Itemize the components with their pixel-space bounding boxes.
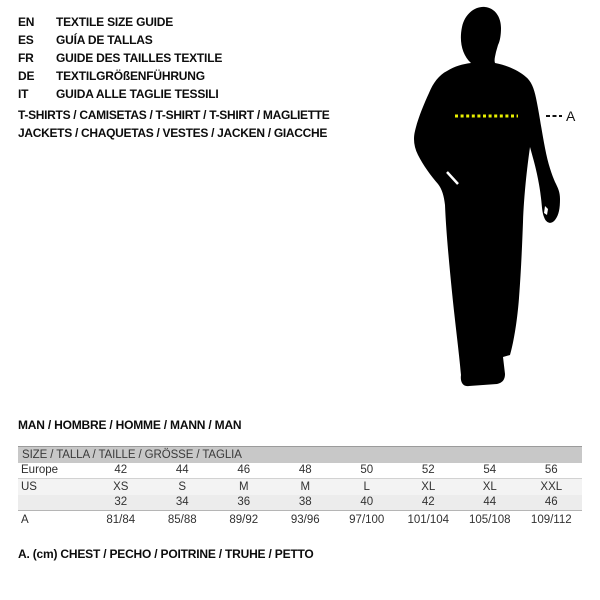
table-cell: 42 <box>398 495 460 511</box>
table-cell: 54 <box>459 463 521 479</box>
table-cell: 32 <box>90 495 152 511</box>
table-cell: XL <box>398 479 460 495</box>
table-cell: 48 <box>275 463 337 479</box>
measurement-footnote: A. (cm) CHEST / PECHO / POITRINE / TRUHE / PETTO <box>18 547 314 561</box>
table-row-chest-measure <box>18 511 582 529</box>
table-cell: 52 <box>398 463 460 479</box>
language-code: ES <box>18 33 34 47</box>
table-cell: 56 <box>521 463 583 479</box>
table-cell: XS <box>90 479 152 495</box>
language-code: DE <box>18 69 35 83</box>
language-code: EN <box>18 15 35 29</box>
language-label: GUIDA ALLE TAGLIE TESSILI <box>56 87 219 101</box>
table-cell: 50 <box>336 463 398 479</box>
language-label: TEXTILGRÖßENFÜHRUNG <box>56 69 205 83</box>
language-row-it <box>18 85 222 103</box>
language-code: FR <box>18 51 34 65</box>
size-table-container <box>18 446 582 529</box>
language-list <box>18 13 222 103</box>
table-cell: 44 <box>152 463 214 479</box>
row-label: A <box>18 511 90 529</box>
table-cell: 81/84 <box>90 511 152 529</box>
table-cell: 40 <box>336 495 398 511</box>
category-line-jackets: JACKETS / CHAQUETAS / VESTES / JACKEN / GIACCHE <box>18 126 328 140</box>
table-cell: 36 <box>213 495 275 511</box>
category-list <box>18 106 330 142</box>
table-cell: XXL <box>521 479 583 495</box>
table-cell: 44 <box>459 495 521 511</box>
table-cell: XL <box>459 479 521 495</box>
section-heading-man: MAN / HOMBRE / HOMME / MANN / MAN <box>18 418 242 432</box>
table-row-europe <box>18 463 582 479</box>
table-cell: 109/112 <box>521 511 583 529</box>
table-row-us-letters <box>18 479 582 495</box>
language-code: IT <box>18 87 29 101</box>
table-cell: 101/104 <box>398 511 460 529</box>
row-label: Europe <box>18 463 90 479</box>
language-label: TEXTILE SIZE GUIDE <box>56 15 174 29</box>
table-cell: 105/108 <box>459 511 521 529</box>
size-table-header-row <box>18 447 582 463</box>
table-cell: 46 <box>521 495 583 511</box>
measure-label-a: A <box>566 108 576 124</box>
size-table-header: SIZE / TALLA / TAILLE / GRÖSSE / TAGLIA <box>18 447 582 463</box>
row-label <box>18 495 90 511</box>
table-cell: M <box>275 479 337 495</box>
language-label: GUIDE DES TAILLES TEXTILE <box>56 51 223 65</box>
language-row-de <box>18 67 222 85</box>
language-row-es <box>18 31 222 49</box>
man-silhouette-figure <box>400 0 600 400</box>
language-label: GUÍA DE TALLAS <box>56 33 153 47</box>
language-row-en <box>18 13 222 31</box>
table-cell: 89/92 <box>213 511 275 529</box>
table-cell: 97/100 <box>336 511 398 529</box>
table-cell: 42 <box>90 463 152 479</box>
table-cell: S <box>152 479 214 495</box>
category-line-tshirts: T-SHIRTS / CAMISETAS / T-SHIRT / T-SHIRT / MAGLIETTE <box>18 108 330 122</box>
table-cell: 85/88 <box>152 511 214 529</box>
row-label: US <box>18 479 90 495</box>
table-cell: 34 <box>152 495 214 511</box>
table-cell: L <box>336 479 398 495</box>
table-cell: M <box>213 479 275 495</box>
size-table <box>18 446 582 529</box>
table-row-us-numbers <box>18 495 582 511</box>
language-row-fr <box>18 49 222 67</box>
table-cell: 93/96 <box>275 511 337 529</box>
table-cell: 46 <box>213 463 275 479</box>
man-silhouette <box>414 7 560 386</box>
table-cell: 38 <box>275 495 337 511</box>
